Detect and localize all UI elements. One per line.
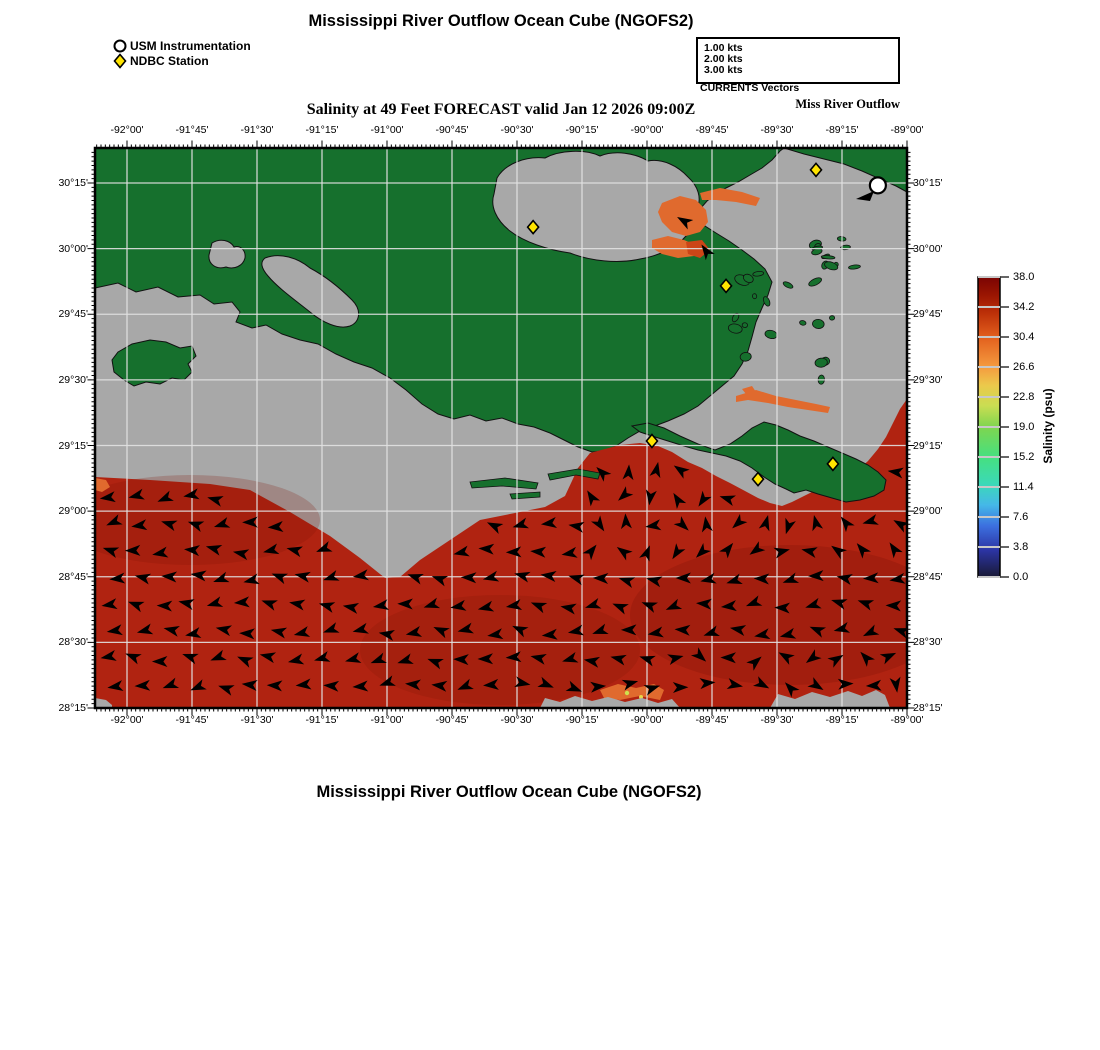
axis-tick-label: -89°30' [760, 714, 794, 726]
axis-tick-label: -90°15' [565, 124, 599, 136]
axis-tick-label: -90°30' [500, 714, 534, 726]
colorbar-title: Salinity (psu) [1041, 388, 1055, 464]
axis-tick-label: -89°00' [890, 714, 924, 726]
figure-title: Mississippi River Outflow Ocean Cube (NGOFS2) [308, 12, 694, 30]
axis-tick-label: 29°30' [58, 373, 88, 386]
axis-tick-label: -89°30' [760, 124, 794, 136]
colorbar-tick-label: 38.0 [1013, 270, 1035, 283]
footer-title: Mississippi River Outflow Ocean Cube (NGOFS2) [316, 783, 702, 801]
colorbar-tick-label: 11.4 [1013, 480, 1034, 493]
axis-tick-label: -91°45' [175, 124, 209, 136]
axis-tick-label: -91°00' [370, 124, 404, 136]
currents-vector-legend-box [696, 37, 900, 84]
axis-tick-label: -90°45' [435, 124, 469, 136]
colorbar-tick-label: 19.0 [1013, 420, 1035, 433]
axis-tick-label: -89°45' [695, 714, 729, 726]
vector-speed-label: 3.00 kts [704, 64, 743, 76]
axis-tick-label: -91°15' [305, 124, 339, 136]
axis-tick-label: -89°45' [695, 124, 729, 136]
axis-tick-label: -91°30' [240, 714, 274, 726]
axis-tick-label: -89°15' [825, 714, 859, 726]
axis-tick-label: -90°00' [630, 124, 664, 136]
axis-tick-label: -92°00' [110, 714, 144, 726]
axis-tick-label: -90°30' [500, 124, 534, 136]
axis-tick-label: -91°00' [370, 714, 404, 726]
axis-tick-label: 28°45' [58, 570, 88, 583]
usm-instrumentation-marker [870, 177, 886, 193]
axis-tick-label: 28°15' [913, 702, 943, 714]
axis-tick-label: -90°45' [435, 714, 469, 726]
axis-tick-label: 29°00' [58, 505, 88, 518]
axis-tick-label: 30°15' [913, 177, 943, 189]
axis-tick-label: 30°00' [913, 242, 943, 255]
axis-tick-label: 29°30' [913, 373, 943, 386]
axis-tick-label: 30°00' [58, 242, 88, 255]
colorbar-tick-label: 22.8 [1013, 390, 1035, 403]
axis-tick-label: 28°45' [913, 570, 943, 583]
marsh-island [752, 293, 757, 299]
colorbar-tick-label: 3.8 [1013, 540, 1029, 553]
usm-legend-circle-icon [115, 41, 126, 52]
colorbar-tick-label: 0.0 [1013, 570, 1029, 583]
marsh-island [742, 322, 748, 327]
colorbar-tick-label: 26.6 [1013, 360, 1035, 373]
axis-tick-label: -91°15' [305, 714, 339, 726]
vector-speed-label: 2.00 kts [704, 53, 743, 65]
axis-tick-label: 29°15' [58, 439, 88, 452]
colorbar-tick-label: 30.4 [1013, 330, 1035, 343]
axis-tick-label: -90°15' [565, 714, 599, 726]
axis-tick-label: 29°15' [913, 439, 943, 452]
axis-tick-label: 29°00' [913, 505, 943, 518]
axis-tick-label: 30°15' [58, 177, 88, 189]
axis-tick-label: 28°30' [913, 636, 943, 649]
axis-tick-label: 29°45' [913, 308, 943, 321]
axis-tick-label: -90°00' [630, 714, 664, 726]
colorbar-tick-label: 34.2 [1013, 300, 1035, 313]
red-shade [630, 545, 950, 685]
axis-tick-label: -92°00' [110, 124, 144, 136]
axis-tick-label: 29°45' [58, 308, 88, 321]
vector-speed-label: 1.00 kts [704, 42, 743, 54]
currents-vectors-caption: CURRENTS Vectors [700, 82, 800, 94]
axis-tick-label: -89°00' [890, 124, 924, 136]
miss-river-outflow-label: Miss River Outflow [795, 97, 900, 111]
usm-legend-label: USM Instrumentation [130, 39, 251, 53]
map-subtitle: Salinity at 49 Feet FORECAST valid Jan 12 2026 09:00Z [306, 101, 696, 118]
axis-tick-label: -89°15' [825, 124, 859, 136]
axis-tick-label: 28°15' [58, 702, 88, 714]
axis-tick-label: 28°30' [58, 636, 88, 649]
colorbar-tick-label: 15.2 [1013, 450, 1035, 463]
marsh-island [829, 316, 834, 321]
axis-tick-label: -91°45' [175, 714, 209, 726]
ndbc-legend-label: NDBC Station [130, 54, 209, 68]
ndbc-legend-diamond-icon [115, 55, 126, 68]
axis-tick-label: -91°30' [240, 124, 274, 136]
colorbar-tick-label: 7.6 [1013, 510, 1029, 523]
